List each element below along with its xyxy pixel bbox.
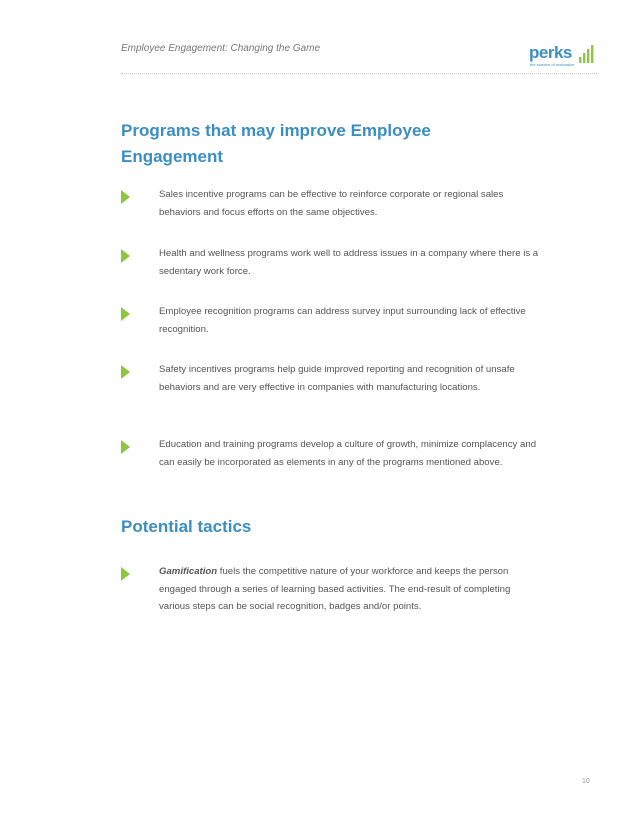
section-heading-tactics: Potential tactics <box>121 517 252 536</box>
green-arrow-icon <box>121 190 130 204</box>
page-number: 10 <box>582 778 590 785</box>
list-item-text: Employee recognition programs can address survey input surrounding lack of effective recognition. <box>159 306 526 335</box>
list-item-text <box>159 563 539 616</box>
list-item-text: Safety incentives programs help guide improved reporting and recognition of unsafe behaviors and are very effective in companies with manufacturing locations. <box>159 364 515 393</box>
list-item-text: Health and wellness programs work well to address issues in a company where there is a sedentary work force. <box>159 248 539 277</box>
green-arrow-icon <box>121 567 130 581</box>
list-item-text: Sales incentive programs can be effective to reinforce corporate or regional sales behaviors and focus efforts on the same objectives. <box>159 189 504 218</box>
header-divider <box>121 73 597 74</box>
header-title: Employee Engagement: Changing the Game <box>121 43 321 54</box>
gamification-description: fuels the competitive nature of your workforce and keeps the person engaged through a series of learning based activities. The end-result of completing various steps can be social recognition, badges and/or points. <box>159 566 511 612</box>
perks-logo <box>529 43 597 71</box>
list-item-text: Education and training programs develop a culture of growth, minimize complacency and can easily be incorporated as elements in any of the programs mentioned above. <box>159 439 537 468</box>
green-arrow-icon <box>121 365 130 379</box>
section-heading-programs: Programs that may improve Employee Engagement <box>121 121 431 166</box>
gamification-term: Gamification <box>159 566 218 577</box>
logo-wordmark: perks <box>529 43 572 62</box>
green-arrow-icon <box>121 249 130 263</box>
green-arrow-icon <box>121 307 130 321</box>
logo-tagline: the science of motivation <box>530 62 575 67</box>
signal-bars-icon <box>579 43 595 63</box>
green-arrow-icon <box>121 440 130 454</box>
